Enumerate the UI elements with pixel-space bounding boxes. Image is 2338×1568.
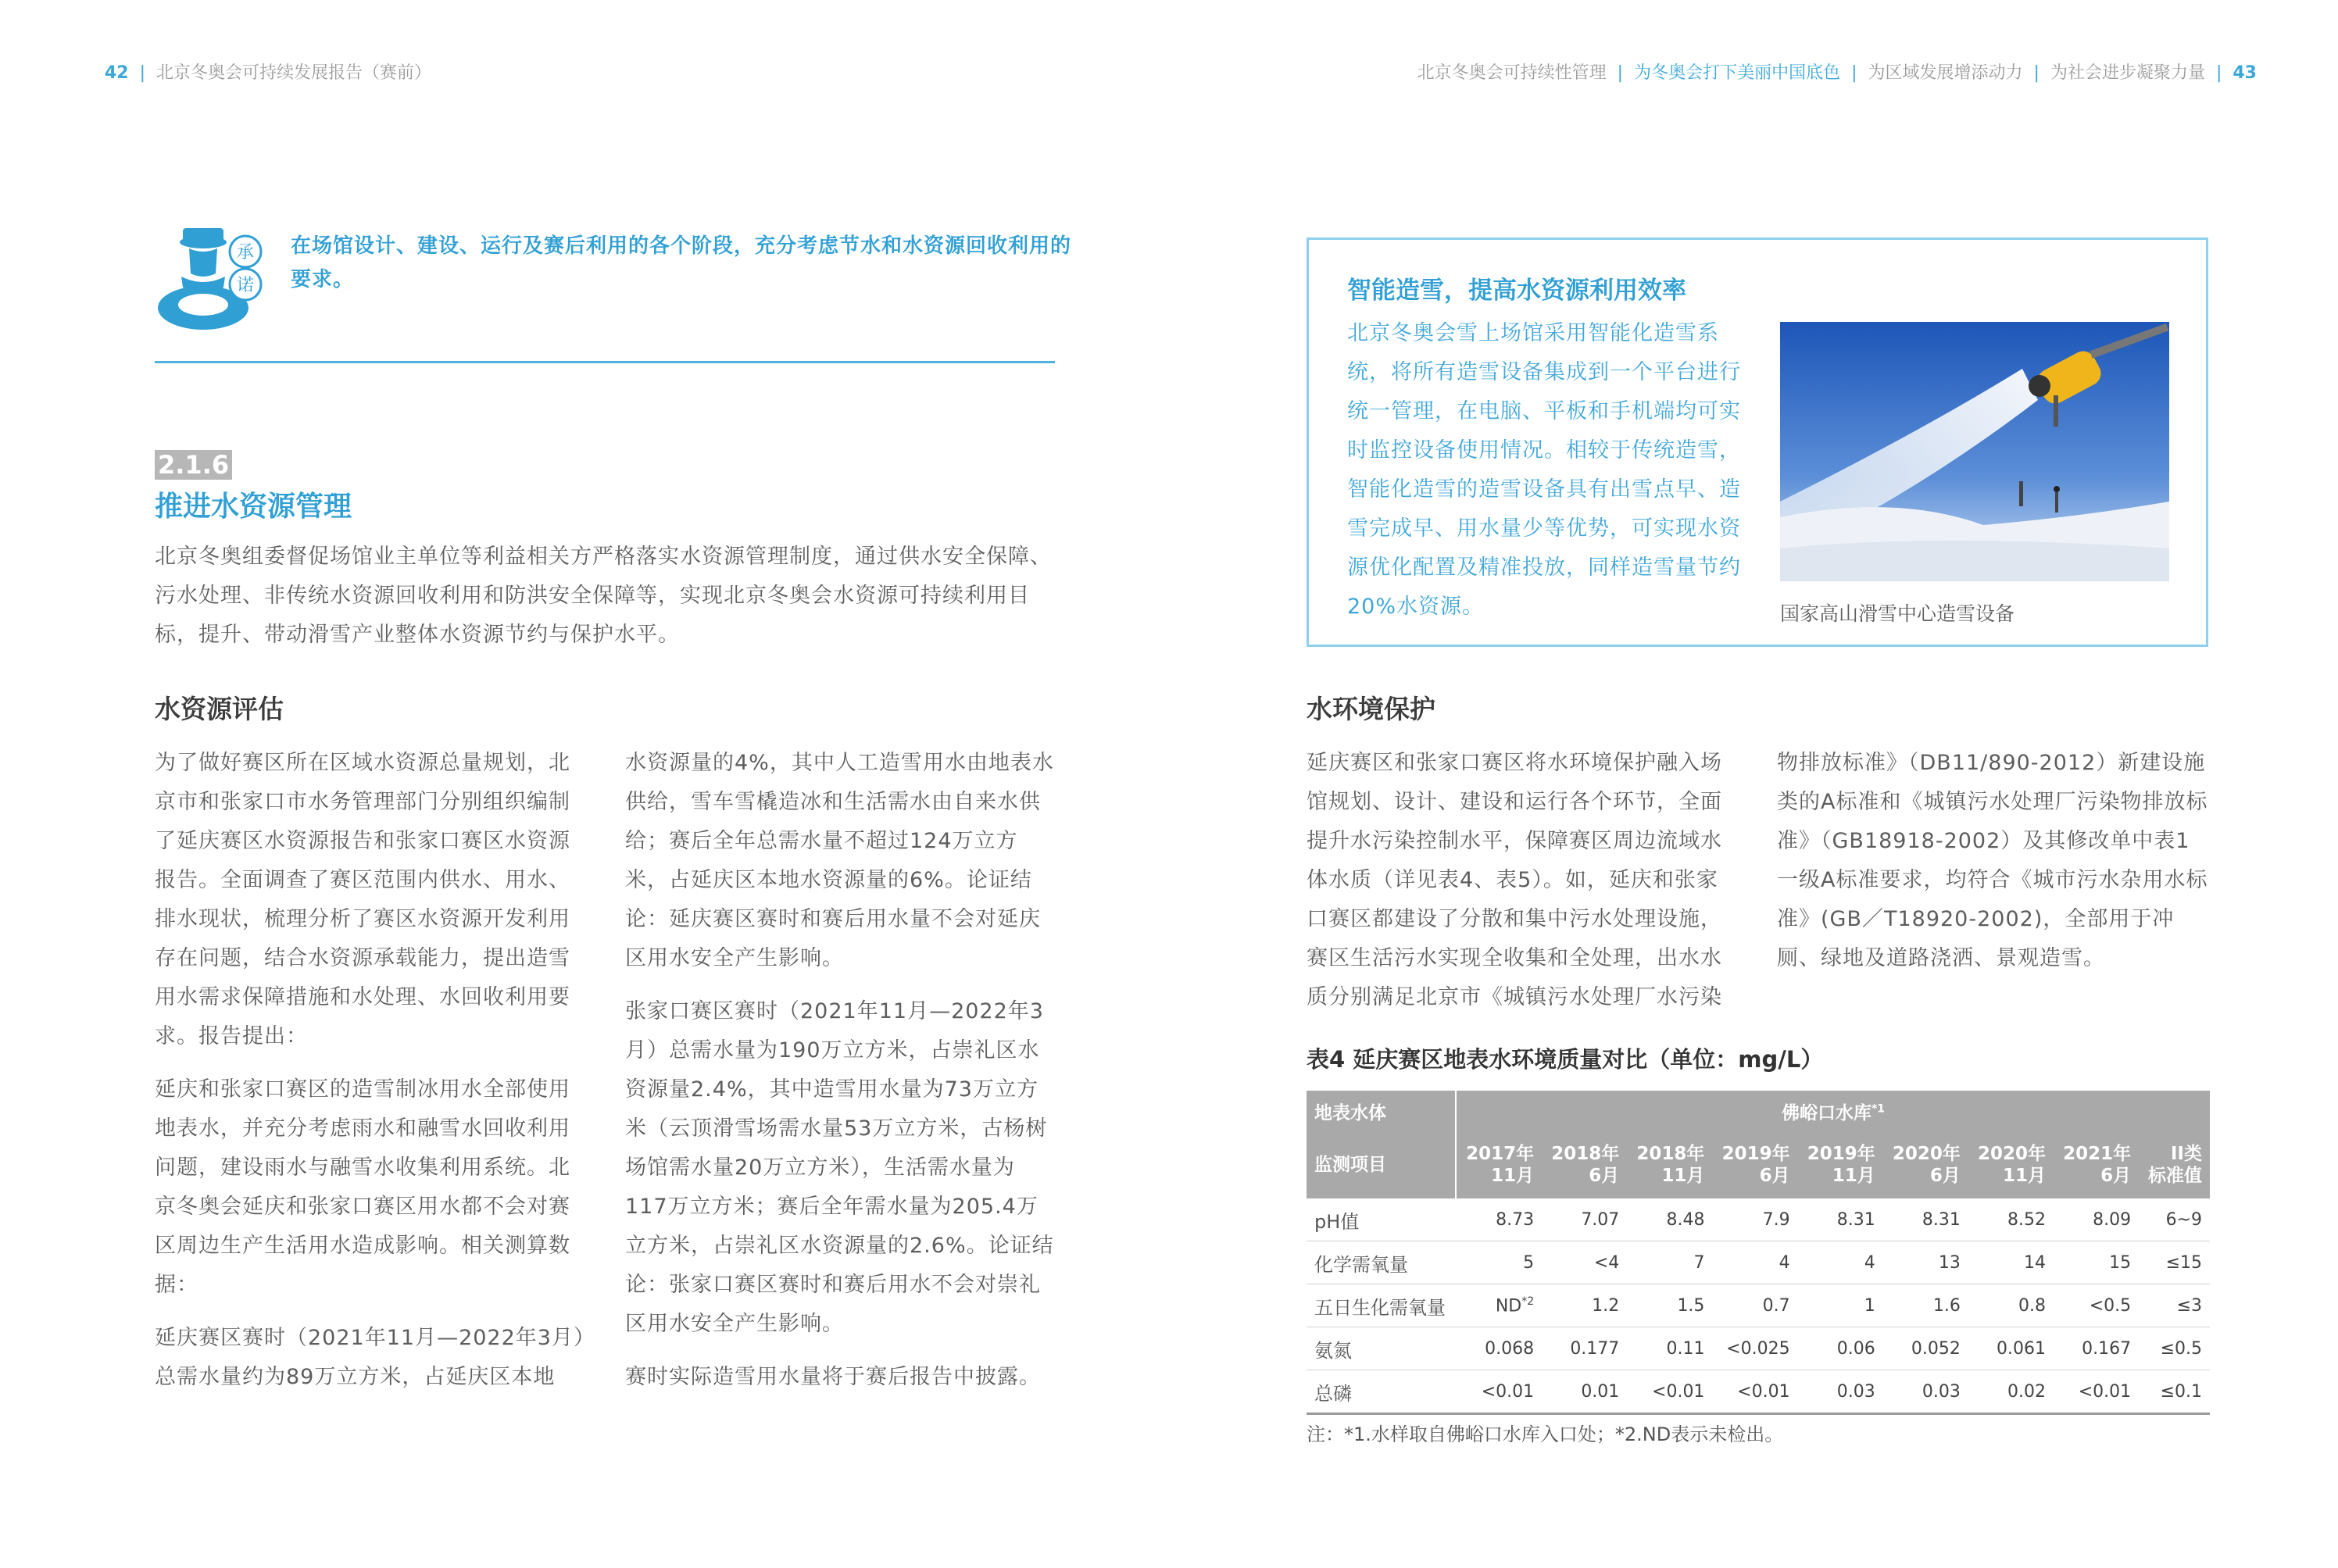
- water-eval-paragraph: 水资源量的4%，其中人工造雪用水由地表水供给，雪车雪橇造冰和生活需水由自来水供给；赛后全年总需水量不超过124万立方米，占延庆区本地水资源量的6%。论证结论：延庆赛区赛时和赛后用水量不会对延庆区用水安全产生影响。: [625, 751, 1054, 970]
- water-eval-column-1: [155, 744, 586, 1411]
- nav-item-management[interactable]: 北京冬奥会可持续性管理: [1417, 63, 1607, 83]
- table4-cell: 0.7: [1712, 1284, 1797, 1327]
- table4-row-header-bottom: 监测项目: [1307, 1131, 1456, 1198]
- table4-cell: <4: [1542, 1241, 1627, 1284]
- water-eval-paragraph: 延庆和张家口赛区的造雪制冰用水全部使用地表水，并充分考虑雨水和融雪水回收利用问题，建设雨水与融雪水收集利用系统。北京冬奥会延庆和张家口赛区用水都不会对赛区周边生产生活用水造成影响。相关测算数据：: [155, 1077, 570, 1297]
- table4-cell: 1.2: [1542, 1284, 1627, 1327]
- table4-cell: 0.167: [2054, 1327, 2139, 1370]
- snowmaking-photo: [1780, 322, 2169, 581]
- table4-cell: 5: [1456, 1241, 1542, 1284]
- table4-cell: <0.01: [1456, 1370, 1542, 1414]
- table4-column-header: 2021年 6月: [2054, 1131, 2139, 1198]
- table4-cell: 0.052: [1883, 1327, 1968, 1370]
- section-title: 推进水资源管理: [155, 491, 352, 523]
- nav-item-social-progress[interactable]: 为社会进步凝聚力量: [2050, 63, 2205, 83]
- table4-cell: 8.73: [1456, 1198, 1542, 1241]
- right-page-header: [1417, 59, 2257, 84]
- table4-cell: 7.07: [1542, 1198, 1627, 1241]
- water-env-column-2: 物排放标准》（DB11/890-2012）新建设施类的A标准和《城镇污水处理厂污染物排放标准》（GB18918-2002）及其修改单中表1一级A标准要求，均符合《城市污水杂用水标准》(GB／T18920-2002)，全部用于冲厕、绿地及道路浇洒、景观造雪。: [1777, 751, 2208, 970]
- table4-row-label: 总磷: [1307, 1370, 1456, 1414]
- table4-cell: 0.02: [1968, 1370, 2054, 1414]
- commitment-divider: [155, 361, 1055, 363]
- table4-column-header: 2018年 11月: [1627, 1131, 1712, 1198]
- table-row: [1307, 1370, 2210, 1414]
- water-eval-heading: 水资源评估: [155, 694, 284, 724]
- table4-cell: 8.31: [1798, 1198, 1883, 1241]
- table4-group-header: 佛峪口水库$^{*1}$: [1456, 1091, 2210, 1131]
- snowmaking-box-text: 北京冬奥会雪上场馆采用智能化造雪系统，将所有造雪设备集成到一个平台进行统一管理，在电脑、平板和手机端均可实时监控设备使用情况。相较于传统造雪，智能化造雪的造雪设备具有出雪点早、造雪完成早、用水量少等优势，可实现水资源优化配置及精准投放，同样造雪量节约20%水资源。: [1347, 321, 1741, 619]
- left-page-title: 北京冬奥会可持续发展报告（赛前）: [156, 63, 432, 83]
- table4-cell: 13: [1883, 1241, 1968, 1284]
- table4-cell: ND$^{*2}$: [1456, 1284, 1542, 1327]
- table4-cell: 1: [1798, 1284, 1883, 1327]
- table4-cell: 1.6: [1883, 1284, 1968, 1327]
- table4-cell: 6~9: [2139, 1198, 2210, 1241]
- table4-cell: <0.025: [1712, 1327, 1797, 1370]
- table4-cell: 8.52: [1968, 1198, 2054, 1241]
- header-divider: |: [139, 63, 146, 83]
- commitment-text: 在场馆设计、建设、运行及赛后利用的各个阶段，充分考虑节水和水资源回收利用的要求。: [291, 234, 1072, 291]
- right-page-number: 43: [2233, 63, 2257, 83]
- table4-cell: 0.06: [1798, 1327, 1883, 1370]
- table4-column-header: 2020年 6月: [1883, 1131, 1968, 1198]
- table4-cell: 0.061: [1968, 1327, 2054, 1370]
- table4-cell: <0.5: [2054, 1284, 2139, 1327]
- water-eval-paragraph: 延庆赛区赛时（2021年11月—2022年3月）总需水量约为89万立方米，占延庆区本地: [155, 1326, 585, 1389]
- nav-item-beautiful-china[interactable]: 为冬奥会打下美丽中国底色: [1634, 63, 1841, 83]
- table4-column-header: 2019年 11月: [1798, 1131, 1883, 1198]
- table-row: [1307, 1241, 2210, 1284]
- table4-cell: 8.09: [2054, 1198, 2139, 1241]
- table4-cell: 0.01: [1542, 1370, 1627, 1414]
- table4-cell: 0.11: [1627, 1327, 1712, 1370]
- water-eval-paragraph: 为了做好赛区所在区域水资源总量规划，北京市和张家口市水务管理部门分别组织编制了延庆赛区水资源报告和张家口赛区水资源报告。全面调查了赛区范围内供水、用水、排水现状，梳理分析了赛区水资源开发利用存在问题，结合水资源承载能力，提出造雪用水需求保障措施和水处理、水回收利用要求。报告提出：: [155, 751, 570, 1048]
- table4: [1307, 1091, 2210, 1415]
- table4-cell: <0.01: [2054, 1370, 2139, 1414]
- table-row: [1307, 1327, 2210, 1370]
- table4-cell: 7: [1627, 1241, 1712, 1284]
- header-divider: |: [2215, 63, 2222, 83]
- table4-cell: ≤3: [2139, 1284, 2210, 1327]
- table4-column-header: II类 标准值: [2139, 1131, 2210, 1198]
- nav-divider: |: [1851, 63, 1857, 83]
- table4-cell: 0.177: [1542, 1327, 1627, 1370]
- table4-cell: 15: [2054, 1241, 2139, 1284]
- table4-column-header: 2017年 11月: [1456, 1131, 1542, 1198]
- table4-cell: 0.03: [1883, 1370, 1968, 1414]
- table4-cell: 4: [1798, 1241, 1883, 1284]
- table4-column-header: 2018年 6月: [1542, 1131, 1627, 1198]
- commitment-badge-bottom: 诺: [236, 276, 255, 295]
- left-page-header: [105, 59, 431, 84]
- nav-item-regional-development[interactable]: 为区域发展增添动力: [1868, 63, 2023, 83]
- table4-cell: <0.01: [1627, 1370, 1712, 1414]
- table4-cell: 0.03: [1798, 1370, 1883, 1414]
- table4-cell: 7.9: [1712, 1198, 1797, 1241]
- table4-note: 注：*1.水样取自佛峪口水库入口处；*2.ND表示未检出。: [1307, 1423, 1784, 1445]
- nav-divider: |: [2033, 63, 2039, 83]
- section-intro: 北京冬奥组委督促场馆业主单位等利益相关方严格落实水资源管理制度，通过供水安全保障、污水处理、非传统水资源回收利用和防洪安全保障等，实现北京冬奥会水资源可持续利用目标，提升、带动滑雪产业整体水资源节约与保护水平。: [155, 545, 1052, 647]
- commitment-icon: [153, 225, 270, 334]
- table4-cell: 14: [1968, 1241, 2054, 1284]
- table4-row-header-top: 地表水体: [1307, 1091, 1456, 1131]
- water-eval-column-2: [625, 744, 1056, 1411]
- table4-column-header: 2019年 6月: [1712, 1131, 1797, 1198]
- table4-cell: 8.31: [1883, 1198, 1968, 1241]
- table4-cell: 4: [1712, 1241, 1797, 1284]
- table4-cell: ≤0.1: [2139, 1370, 2210, 1414]
- table-row: [1307, 1284, 2210, 1327]
- table4-title: 表4 延庆赛区地表水环境质量对比（单位：mg/L）: [1307, 1046, 1824, 1073]
- table4-row-label: 五日生化需氧量: [1307, 1284, 1456, 1327]
- water-env-heading: 水环境保护: [1307, 694, 1435, 724]
- table4-cell: 0.8: [1968, 1284, 2054, 1327]
- photo-caption: 国家高山滑雪中心造雪设备: [1780, 602, 2015, 625]
- table4-cell: ≤0.5: [2139, 1327, 2210, 1370]
- table4-cell: 0.068: [1456, 1327, 1542, 1370]
- table-row: [1307, 1198, 2210, 1241]
- snowmaking-box-title: 智能造雪，提高水资源利用效率: [1347, 277, 1686, 305]
- table4-column-header: 2020年 11月: [1968, 1131, 2054, 1198]
- table4-cell: 8.48: [1627, 1198, 1712, 1241]
- commitment-badge-top: 承: [236, 243, 255, 263]
- table4-row-label: pH值: [1307, 1198, 1456, 1241]
- table4-cell: ≤15: [2139, 1241, 2210, 1284]
- table4-cell: <0.01: [1712, 1370, 1797, 1414]
- water-eval-paragraph: 张家口赛区赛时（2021年11月—2022年3月）总需水量为190万立方米，占崇礼区水资源量2.4%，其中造雪用水量为73万立方米（云顶滑雪场需水量53万立方米，古杨树场馆需水量20万立方米），生活需水量为117万立方米；赛后全年需水量为205.4万立方米，占崇礼区水资源量的2.6%。论证结论：张家口赛区赛时和赛后用水不会对崇礼区用水安全产生影响。: [625, 999, 1054, 1336]
- table4-row-label: 化学需氧量: [1307, 1241, 1456, 1284]
- section-number: 2.1.6: [155, 450, 232, 480]
- nav-divider: |: [1617, 63, 1624, 83]
- table4-row-label: 氨氮: [1307, 1327, 1456, 1370]
- left-page-number: 42: [105, 63, 129, 83]
- water-eval-paragraph: 赛时实际造雪用水量将于赛后报告中披露。: [625, 1365, 1041, 1389]
- water-env-column-1: 延庆赛区和张家口赛区将水环境保护融入场馆规划、设计、建设和运行各个环节，全面提升水污染控制水平，保障赛区周边流域水体水质（详见表4、表5）。如，延庆和张家口赛区都建设了分散和集中污水处理设施，赛区生活污水实现全收集和全处理，出水水质分别满足北京市《城镇污水处理厂水污染: [1307, 751, 1722, 1009]
- table4-cell: 1.5: [1627, 1284, 1712, 1327]
